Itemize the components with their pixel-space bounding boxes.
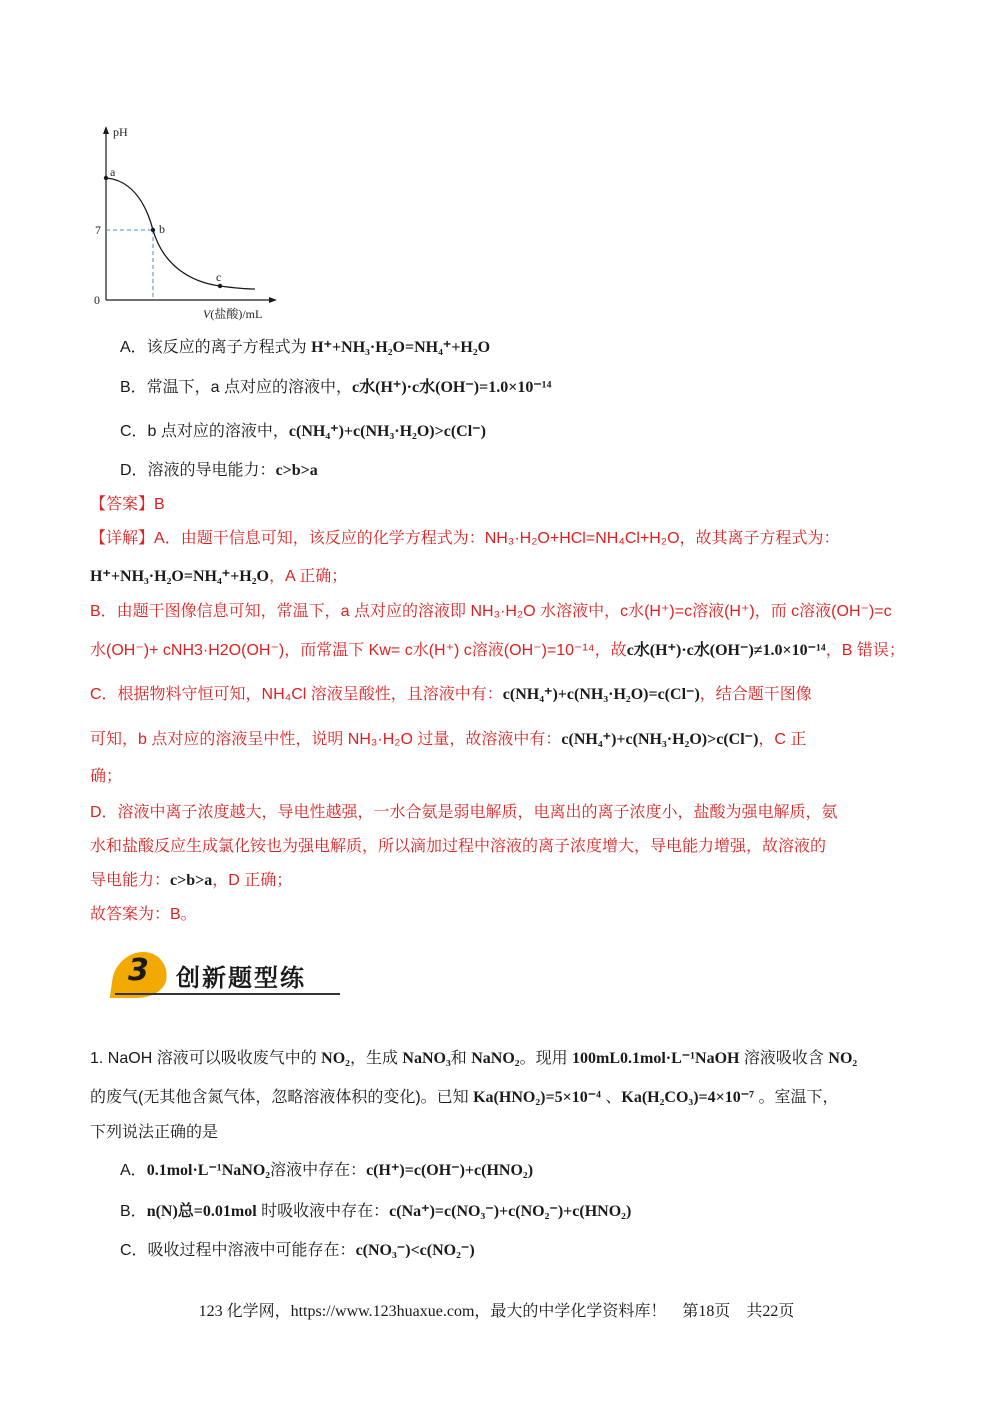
explain-d-line3 [90, 870, 913, 892]
point-c-label: c [216, 270, 222, 284]
answer-value: B [154, 496, 165, 513]
explain-b-tail: ，B 错误； [825, 642, 905, 659]
option-a [120, 336, 913, 359]
option-c-text: C．b 点对应的溶液中， [120, 423, 289, 440]
explain-a-line1 [90, 528, 913, 550]
option-a-text: A．该反应的离子方程式为 [120, 339, 312, 356]
explain-a-text: A．由题干信息可知，该反应的化学方程式为：NH₃·H₂O+HCl=NH₄Cl+H₂O，故其离子方程式为： [154, 530, 840, 547]
explain-c-tail2: ，C 正 [758, 731, 807, 748]
formula-ka-h2co3: Ka(H₂CO₃)=4×10⁻⁷ [621, 1089, 755, 1106]
answer-line [90, 494, 913, 516]
q1-text: 。现用 [519, 1050, 573, 1067]
explain-final-text: 故答案为：B。 [90, 906, 197, 923]
y-tick-7: 7 [95, 223, 101, 237]
explain-b-text1: B．由题干图像信息可知，常温下，a 点对应的溶液即 NH₃·H₂O 水溶液中，c水(H⁺)=c溶液(H⁺)，而 c溶液(OH⁻)=c [90, 603, 892, 620]
q1-text: ，生成 [349, 1050, 403, 1067]
formula-no2: NO₂ [828, 1050, 858, 1067]
option-d-text: D．溶液的导电能力： [120, 462, 276, 479]
formula-nano2-solution: 0.1mol·L⁻¹NaNO₂ [146, 1162, 271, 1179]
explain-c-tail1: ，结合题干图像 [699, 686, 812, 703]
x-axis-label: V(盐酸)/mL [203, 307, 263, 321]
formula-nano2: NaNO₂ [471, 1050, 520, 1067]
explain-d-text2: 水和盐酸反应生成氯化铵也为强电解质，所以滴加过程中溶液的离子浓度增大，导电能力增强，故溶液的 [90, 838, 827, 855]
y-axis-arrow [103, 126, 109, 134]
explain-a-tail: ，A 正确； [269, 568, 348, 585]
option-b [120, 376, 913, 399]
explain-label: 【详解】 [90, 530, 155, 547]
explain-final [90, 904, 913, 926]
point-a-label: a [110, 165, 116, 179]
q1-text: 下列说法正确的是 [90, 1124, 219, 1141]
point-b-label: b [159, 222, 165, 236]
formula-ka-hno2: Ka(HNO₂)=5×10⁻⁴ [473, 1089, 601, 1106]
q1-text: 、 [600, 1089, 622, 1106]
explain-c-text2: 可知，b 点对应的溶液呈中性，说明 NH₃·H₂O 过量，故溶液中有： [90, 731, 562, 748]
q1-text: 。室温下， [754, 1089, 839, 1106]
q1-option-b [120, 1201, 913, 1223]
titration-curve [106, 178, 255, 289]
explain-d-text3: 导电能力： [90, 872, 171, 889]
q1-option-b-label: B． [120, 1203, 147, 1220]
q1-text: 的废气(无其他含氮气体，忽略溶液体积的变化)。已知 [90, 1089, 474, 1106]
explain-d-line2 [90, 836, 913, 858]
option-d [120, 459, 913, 482]
point-a-marker [104, 176, 108, 180]
option-a-formula: H⁺+NH₃·H₂O=NH₄⁺+H₂O [311, 339, 491, 356]
point-b-marker [151, 228, 155, 232]
ph-titration-graph [85, 120, 295, 325]
explain-c-text3: 确； [90, 768, 123, 785]
page-footer: 123 化学网，https://www.123huaxue.com，最大的中学化学资料库！ 第18页 共22页 [198, 1303, 795, 1320]
option-d-formula: c>b>a [275, 462, 318, 479]
q1-line2 [90, 1087, 913, 1109]
section-number: 3 [128, 953, 149, 988]
option-b-text: B．常温下，a 点对应的溶液中， [120, 379, 353, 396]
origin-label: 0 [94, 293, 100, 307]
formula-total-n: n(N)总=0.01mol [146, 1203, 257, 1220]
q1-option-a-text: 溶液中存在： [270, 1162, 367, 1179]
formula-nano3: NaNO₃ [402, 1050, 451, 1067]
explain-a-line2 [90, 565, 913, 588]
q1-line1 [90, 1048, 913, 1070]
explain-b-line1 [90, 601, 913, 623]
y-axis-label: pH [113, 125, 128, 139]
q1-option-c [120, 1240, 913, 1262]
section-underline [115, 993, 340, 995]
explain-c-line3 [90, 766, 913, 788]
x-axis-arrow [269, 297, 277, 303]
q1-text: 1. NaOH 溶液可以吸收废气中的 [90, 1050, 322, 1067]
q1-line3 [90, 1122, 913, 1144]
explain-d-text1: D．溶液中离子浓度越大，导电性越强，一水合氨是弱电解质，电离出的离子浓度小，盐酸为强电解质，氨 [90, 804, 838, 821]
answer-label: 【答案】 [90, 496, 155, 513]
option-c-formula: c(NH₄⁺)+c(NH₃·H₂O)>c(Cl⁻) [288, 423, 486, 440]
section-title: 创新题型练 [176, 964, 306, 992]
explain-c-text1: C．根据物料守恒可知，NH₄Cl 溶液呈酸性，且溶液中有： [90, 686, 503, 703]
explain-d-formula: c>b>a [170, 872, 213, 889]
formula-no2: NO₂ [321, 1050, 350, 1067]
explain-d-line1 [90, 802, 913, 824]
formula-nitrate-nitrite: c(NO₃⁻)<c(NO₂⁻) [355, 1242, 475, 1259]
formula-proton-balance: c(H⁺)=c(OH⁻)+c(HNO₂) [366, 1162, 534, 1179]
explain-b-line2 [90, 640, 913, 662]
explain-a-formula: H⁺+NH₃·H₂O=NH₄⁺+H₂O [90, 568, 269, 585]
formula-naoh-solution: 100mL0.1mol·L⁻¹NaOH [572, 1050, 740, 1067]
explain-c-formula2: c(NH₄⁺)+c(NH₃·H₂O)>c(Cl⁻) [561, 731, 759, 748]
explain-c-line1 [90, 684, 913, 706]
point-c-marker [218, 284, 222, 288]
q1-option-a [120, 1160, 913, 1182]
explain-c-line2 [90, 729, 913, 751]
formula-material-balance: c(Na⁺)=c(NO₃⁻)+c(NO₂⁻)+c(HNO₂) [389, 1203, 632, 1220]
explain-b-formula: c水(H⁺)·c水(OH⁻)≠1.0×10⁻¹⁴ [626, 642, 826, 659]
q1-text: 溶液吸收含 [739, 1050, 829, 1067]
explain-d-tail: ，D 正确； [212, 872, 293, 889]
explain-c-formula1: c(NH₄⁺)+c(NH₃·H₂O)=c(Cl⁻) [502, 686, 700, 703]
q1-option-a-label: A． [120, 1162, 147, 1179]
explain-b-text2: 水(OH⁻)+ cNH3·H2O(OH⁻)，而常温下 Kw= c水(H⁺) c溶液(OH⁻)=10⁻¹⁴，故 [90, 642, 627, 659]
option-c [120, 420, 913, 443]
q1-text: 和 [450, 1050, 472, 1067]
q1-option-b-text: 时吸收液中存在： [256, 1203, 390, 1220]
q1-option-c-text: C．吸收过程中溶液中可能存在： [120, 1242, 356, 1259]
option-b-formula: c水(H⁺)·c水(OH⁻)=1.0×10⁻¹⁴ [352, 379, 552, 396]
